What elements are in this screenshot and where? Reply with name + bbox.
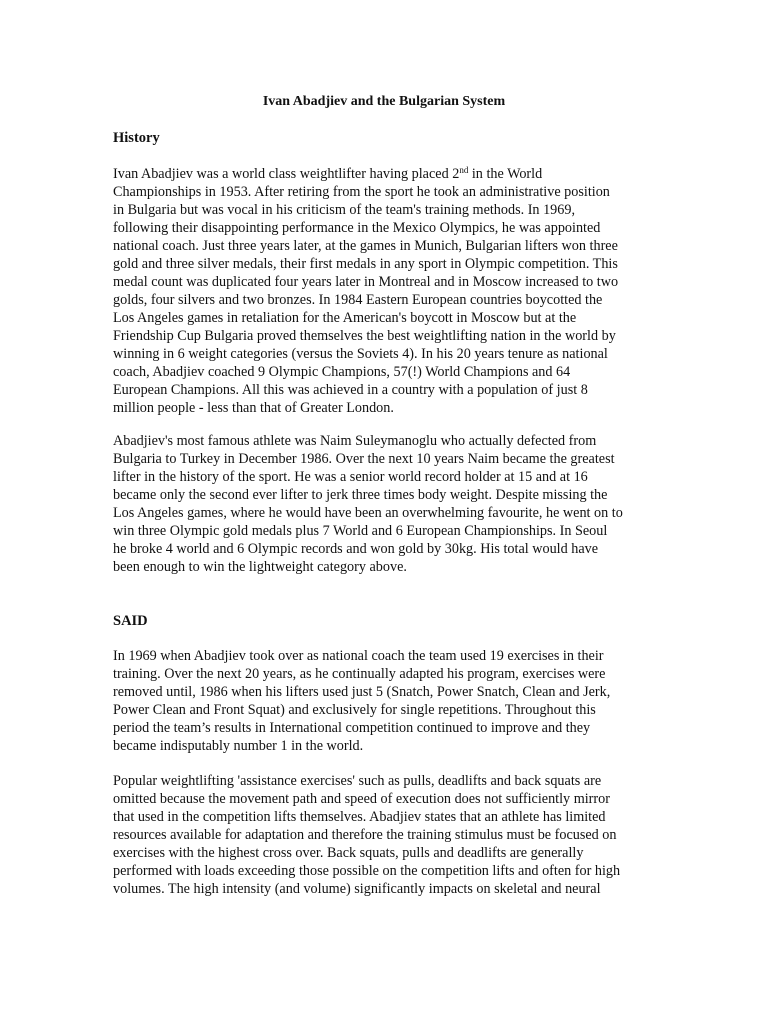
text-line: Abadjiev's most famous athlete was Naim Suleymanoglu who actually defected from	[113, 433, 597, 449]
text-line: omitted because the movement path and speed of execution does not sufficiently mirror	[113, 791, 610, 807]
paragraph-said-1	[113, 647, 661, 755]
text-line: Friendship Cup Bulgaria proved themselves the best weightlifting nation in the world by	[113, 328, 616, 344]
text-line: In 1969 when Abadjiev took over as national coach the team used 19 exercises in their	[113, 648, 604, 664]
text-line: Los Angeles games, where he would have been an overwhelming favourite, he went on to	[113, 505, 623, 521]
paragraph-history-1	[113, 165, 661, 417]
text-line: been enough to win the lightweight category above.	[113, 559, 407, 575]
text-line: golds, four silvers and two bronzes. In 1984 Eastern European countries boycotted the	[113, 292, 603, 308]
section-heading-said: SAID	[113, 613, 148, 629]
text-line: medal count was duplicated four years later in Montreal and in Moscow increased to two	[113, 274, 619, 290]
text-line: Championships in 1953. After retiring from the sport he took an administrative position	[113, 184, 610, 200]
text-line: that used in the competition lifts themselves. Abadjiev states that an athlete has limited	[113, 809, 606, 825]
section-heading-history: History	[113, 130, 160, 146]
paragraph-said-2	[113, 772, 661, 898]
text-line: European Champions. All this was achieved in a country with a population of just 8	[113, 382, 588, 398]
ordinal-suffix: nd	[459, 165, 469, 175]
text-line: in Bulgaria but was vocal in his criticism of the team's training methods. In 1969,	[113, 202, 575, 218]
text-line: coach, Abadjiev coached 9 Olympic Champions, 57(!) World Champions and 64	[113, 364, 571, 380]
text-line: performed with loads exceeding those possible on the competition lifts and often for high	[113, 863, 621, 879]
text-line: resources available for adaptation and therefore the training stimulus must be focused on	[113, 827, 617, 843]
text-line: Bulgaria to Turkey in December 1986. Over the next 10 years Naim became the greatest	[113, 451, 615, 467]
text-line: Popular weightlifting 'assistance exercises' such as pulls, deadlifts and back squats are	[113, 773, 602, 789]
text-line: following their disappointing performance in the Mexico Olympics, he was appointed	[113, 220, 601, 236]
text-line: national coach. Just three years later, at the games in Munich, Bulgarian lifters won three	[113, 238, 618, 254]
text-line: removed until, 1986 when his lifters used just 5 (Snatch, Power Snatch, Clean and Jerk,	[113, 684, 611, 700]
text-line: Power Clean and Front Squat) and exclusively for single repetitions. Throughout this	[113, 702, 596, 718]
text-line: exercises with the highest cross over. Back squats, pulls and deadlifts are generally	[113, 845, 584, 861]
text-line: winning in 6 weight categories (versus the Soviets 4). In his 20 years tenure as national	[113, 346, 608, 362]
text-line: Ivan Abadjiev was a world class weightlifter having placed 2nd in the World	[113, 165, 543, 182]
text-line: became indisputably number 1 in the world.	[113, 738, 364, 754]
text-line: gold and three silver medals, their first medals in any sport in Olympic competition. This	[113, 256, 618, 272]
text-line: volumes. The high intensity (and volume) significantly impacts on skeletal and neural	[113, 881, 601, 897]
text-line: training. Over the next 20 years, as he continually adapted his program, exercises were	[113, 666, 606, 682]
text-line: win three Olympic gold medals plus 7 World and 6 European Championships. In Seoul	[113, 523, 608, 539]
paragraph-history-2	[113, 432, 661, 576]
text-line: lifter in the history of the sport. He was a senior world record holder at 15 and at 16	[113, 469, 588, 485]
text-line: Los Angeles games in retaliation for the American's boycott in Moscow but at the	[113, 310, 577, 326]
text-line: million people - less than that of Greater London.	[113, 400, 394, 416]
text-line: became only the second ever lifter to jerk three times body weight. Despite missing the	[113, 487, 608, 503]
document-title: Ivan Abadjiev and the Bulgarian System	[262, 94, 506, 109]
text-line: period the team’s results in International competition continued to improve and they	[113, 720, 591, 736]
text-line: he broke 4 world and 6 Olympic records and won gold by 30kg. His total would have	[113, 541, 599, 557]
